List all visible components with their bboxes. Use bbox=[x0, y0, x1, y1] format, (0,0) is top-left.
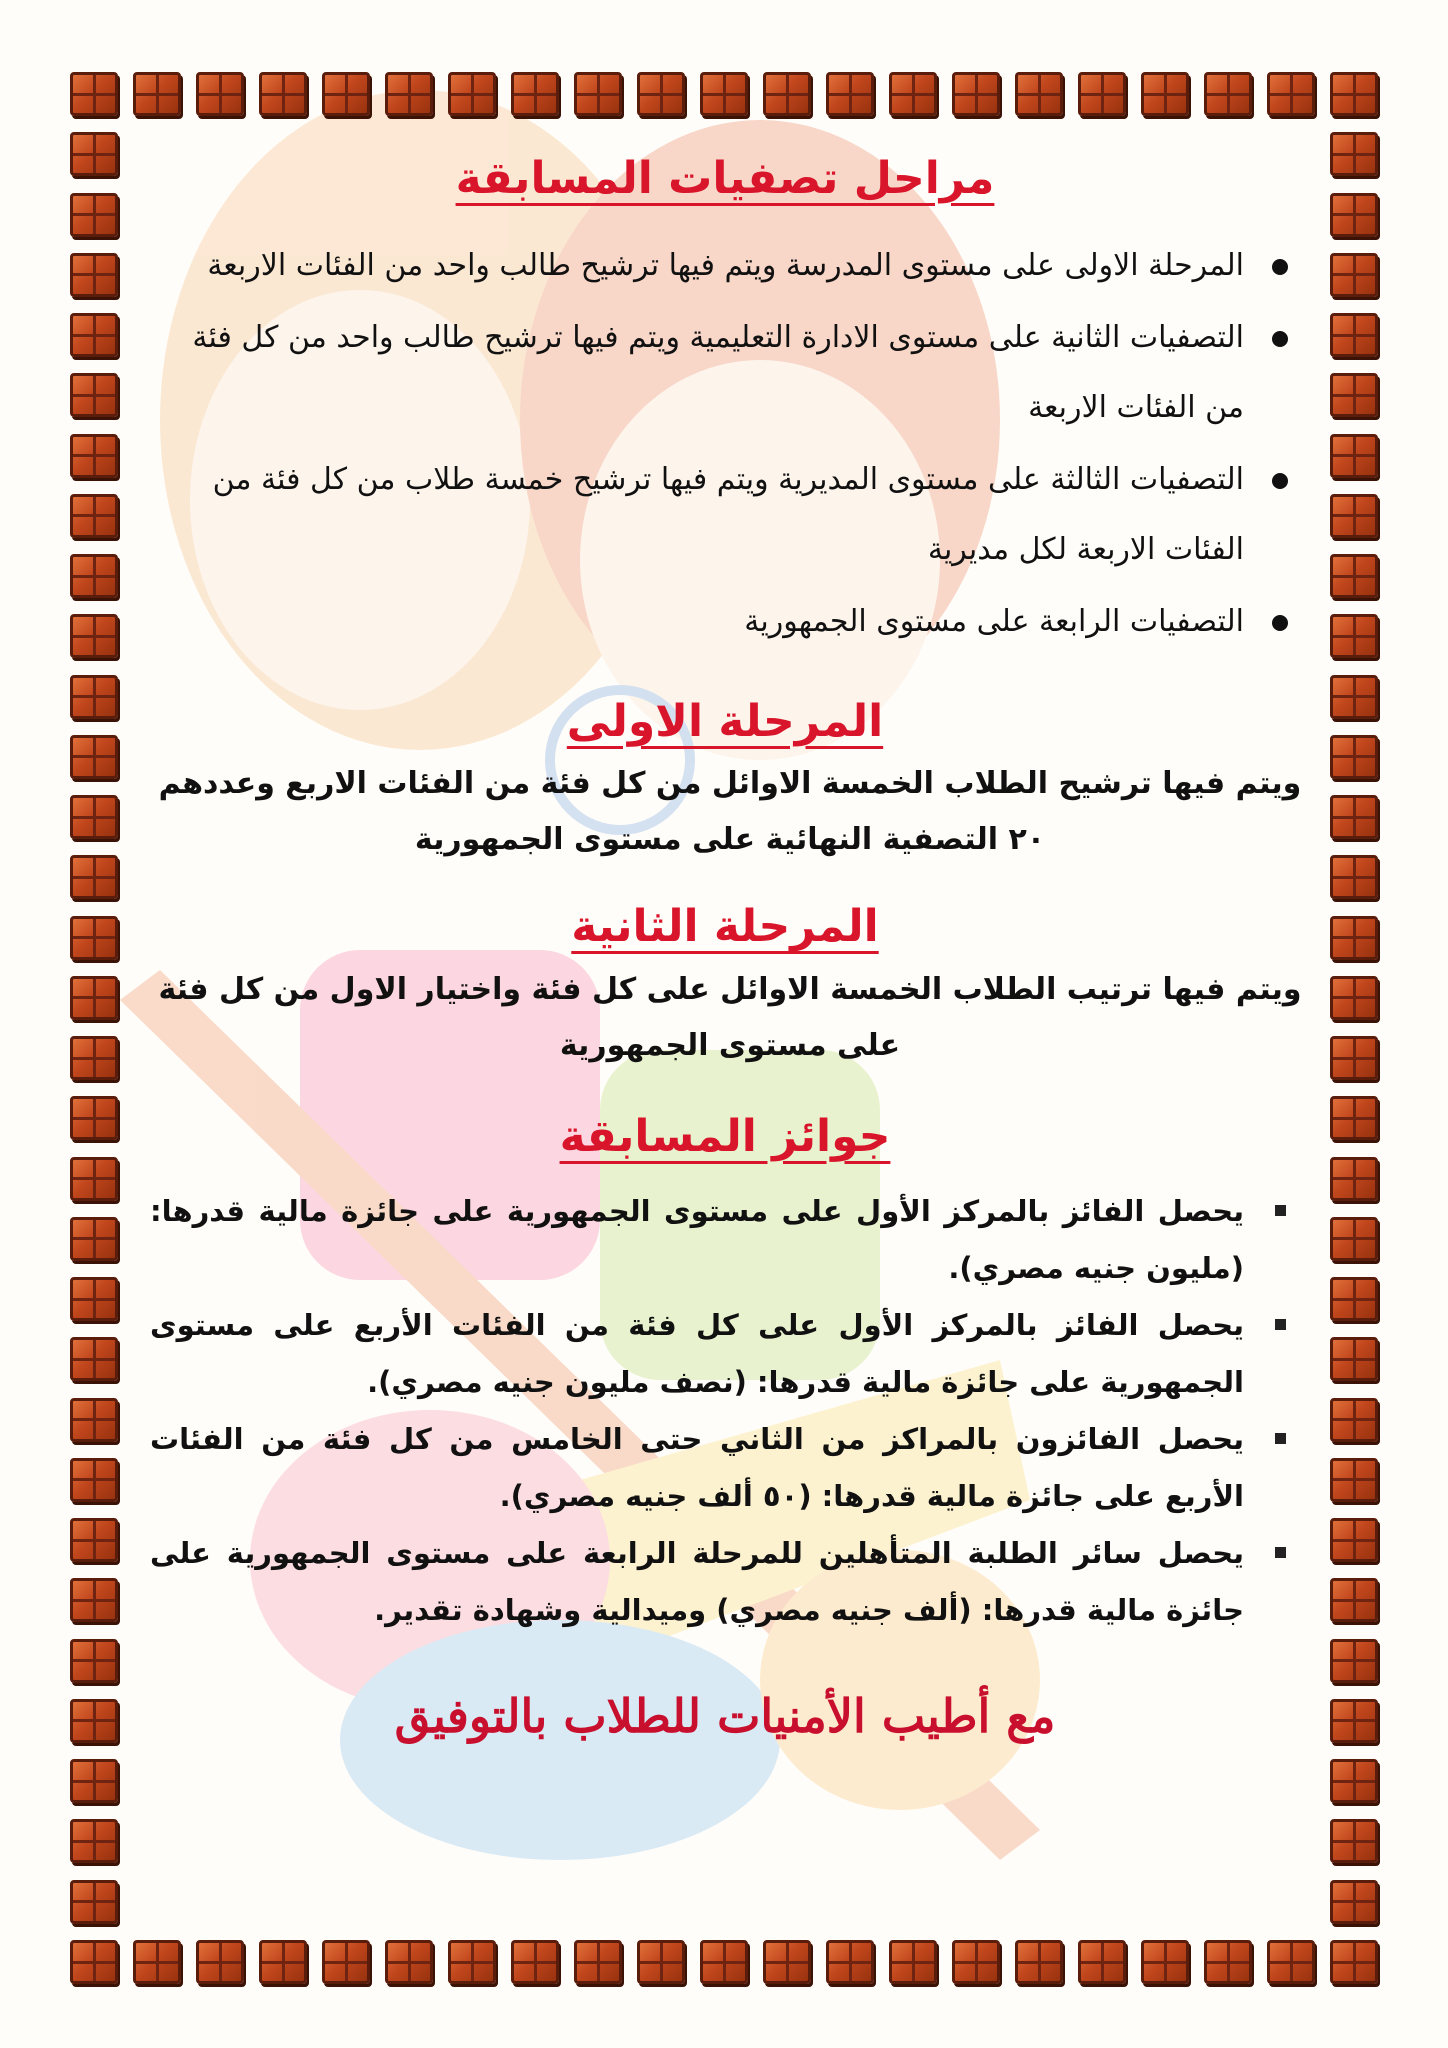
bullet-icon bbox=[1275, 1433, 1286, 1444]
brick-icon bbox=[1330, 1518, 1378, 1562]
brick-icon bbox=[70, 1518, 118, 1562]
brick-icon bbox=[70, 1217, 118, 1261]
brick-icon bbox=[70, 916, 118, 960]
brick-icon bbox=[1078, 72, 1126, 116]
brick-icon bbox=[196, 72, 244, 116]
brick-icon bbox=[1330, 675, 1378, 719]
brick-icon bbox=[70, 1096, 118, 1140]
brick-icon bbox=[1204, 72, 1252, 116]
brick-icon bbox=[1330, 1036, 1378, 1080]
bullet-icon bbox=[1275, 1319, 1286, 1330]
list-item bbox=[150, 303, 1300, 443]
list-item-text: التصفيات الثانية على مستوى الادارة التعليمية ويتم فيها ترشيح طالب واحد من كل فئة من الفئات الاربعة bbox=[192, 320, 1244, 426]
prizes-title: جوائز المسابقة bbox=[559, 1110, 891, 1162]
brick-icon bbox=[70, 1157, 118, 1201]
brick-icon bbox=[1330, 1819, 1378, 1863]
brick-icon bbox=[70, 313, 118, 357]
stage-two-title: المرحلة الثانية bbox=[571, 901, 879, 953]
brick-icon bbox=[1330, 1337, 1378, 1381]
brick-icon bbox=[385, 72, 433, 116]
brick-icon bbox=[1015, 72, 1063, 116]
brick-icon bbox=[952, 72, 1000, 116]
list-item-text: التصفيات الثالثة على مستوى المديرية ويتم فيها ترشيح خمسة طلاب من كل فئة من الفئات الاربعة لكل مديرية bbox=[212, 462, 1244, 568]
brick-icon bbox=[1330, 554, 1378, 598]
brick-icon bbox=[1330, 313, 1378, 357]
brick-icon bbox=[1330, 72, 1378, 116]
brick-icon bbox=[1330, 1578, 1378, 1622]
brick-icon bbox=[1330, 735, 1378, 779]
brick-icon bbox=[1330, 434, 1378, 478]
brick-icon bbox=[1267, 72, 1315, 116]
brick-icon bbox=[70, 675, 118, 719]
brick-icon bbox=[70, 193, 118, 237]
brick-icon bbox=[1330, 1096, 1378, 1140]
brick-icon bbox=[1330, 494, 1378, 538]
brick-icon bbox=[70, 253, 118, 297]
list-item bbox=[150, 1183, 1300, 1297]
brick-icon bbox=[1330, 1458, 1378, 1502]
brick-icon bbox=[70, 1639, 118, 1683]
brick-icon bbox=[70, 855, 118, 899]
bullet-icon bbox=[1272, 473, 1288, 489]
brick-icon bbox=[70, 373, 118, 417]
brick-icon bbox=[70, 1759, 118, 1803]
list-item bbox=[150, 1411, 1300, 1525]
stages-list bbox=[150, 231, 1300, 657]
brick-icon bbox=[1330, 1277, 1378, 1321]
brick-icon bbox=[1330, 855, 1378, 899]
brick-icon bbox=[70, 1880, 118, 1924]
brick-icon bbox=[70, 1819, 118, 1863]
stage-one-title: المرحلة الاولى bbox=[566, 696, 884, 748]
brick-icon bbox=[70, 1578, 118, 1622]
brick-icon bbox=[1330, 1759, 1378, 1803]
list-item bbox=[150, 445, 1300, 585]
brick-icon bbox=[763, 72, 811, 116]
list-item-text: التصفيات الرابعة على مستوى الجمهورية bbox=[744, 604, 1244, 640]
brick-icon bbox=[1330, 795, 1378, 839]
brick-icon bbox=[1330, 132, 1378, 176]
brick-icon bbox=[1330, 614, 1378, 658]
brick-icon bbox=[70, 614, 118, 658]
list-item bbox=[150, 1297, 1300, 1411]
brick-icon bbox=[1330, 373, 1378, 417]
brick-icon bbox=[70, 1458, 118, 1502]
bullet-icon bbox=[1275, 1547, 1286, 1558]
brick-icon bbox=[1330, 193, 1378, 237]
list-item-text: يحصل الفائز بالمركز الأول على كل فئة من الفئات الأربع على مستوى الجمهورية على جائزة مالية قدرها: (نصف مليون جنيه مصري). bbox=[150, 1307, 1244, 1399]
list-item-text: يحصل الفائز بالمركز الأول على مستوى الجمهورية على جائزة مالية قدرها: (مليون جنيه مصري). bbox=[150, 1193, 1244, 1285]
main-content bbox=[150, 150, 1300, 1950]
brick-icon bbox=[70, 1940, 118, 1984]
brick-icon bbox=[700, 72, 748, 116]
list-item bbox=[150, 231, 1300, 301]
brick-icon bbox=[1330, 1217, 1378, 1261]
bullet-icon bbox=[1272, 331, 1288, 347]
brick-icon bbox=[70, 434, 118, 478]
brick-icon bbox=[259, 72, 307, 116]
brick-icon bbox=[637, 72, 685, 116]
brick-icon bbox=[70, 1036, 118, 1080]
brick-icon bbox=[1141, 72, 1189, 116]
brick-icon bbox=[1330, 1699, 1378, 1743]
brick-icon bbox=[1330, 916, 1378, 960]
brick-icon bbox=[1330, 1157, 1378, 1201]
brick-icon bbox=[70, 1277, 118, 1321]
brick-icon bbox=[70, 72, 118, 116]
brick-icon bbox=[889, 72, 937, 116]
brick-icon bbox=[1330, 253, 1378, 297]
brick-icon bbox=[70, 1699, 118, 1743]
brick-icon bbox=[1330, 1940, 1378, 1984]
brick-icon bbox=[70, 795, 118, 839]
brick-icon bbox=[1330, 976, 1378, 1020]
brick-icon bbox=[826, 72, 874, 116]
list-item-text: المرحلة الاولى على مستوى المدرسة ويتم فيها ترشيح طالب واحد من الفئات الاربعة bbox=[207, 248, 1244, 284]
brick-icon bbox=[448, 72, 496, 116]
list-item bbox=[150, 1525, 1300, 1639]
brick-icon bbox=[1330, 1639, 1378, 1683]
brick-icon bbox=[70, 735, 118, 779]
brick-icon bbox=[70, 976, 118, 1020]
list-item-text: يحصل الفائزون بالمراكز من الثاني حتى الخامس من كل فئة من الفئات الأربع على جائزة مالية قدرها: (٥٠ ألف جنيه مصري). bbox=[150, 1421, 1244, 1513]
brick-icon bbox=[70, 554, 118, 598]
brick-icon bbox=[70, 1337, 118, 1381]
brick-icon bbox=[70, 1398, 118, 1442]
brick-icon bbox=[1330, 1880, 1378, 1924]
bullet-icon bbox=[1275, 1205, 1286, 1216]
stage-two-text: ويتم فيها ترتيب الطلاب الخمسة الاوائل على كل فئة واختيار الاول من كل فئة على مستوى الجمهورية bbox=[158, 971, 1302, 1063]
brick-icon bbox=[574, 72, 622, 116]
brick-icon bbox=[1330, 1398, 1378, 1442]
list-item-text: يحصل سائر الطلبة المتأهلين للمرحلة الرابعة على مستوى الجمهورية على جائزة مالية قدرها: (ألف جنيه مصري) وميدالية وشهادة تقدير. bbox=[150, 1535, 1244, 1627]
list-item bbox=[150, 587, 1300, 657]
brick-icon bbox=[322, 72, 370, 116]
bullet-icon bbox=[1272, 259, 1288, 275]
brick-icon bbox=[70, 132, 118, 176]
closing-message: مع أطيب الأمنيات للطلاب بالتوفيق bbox=[394, 1688, 1056, 1743]
brick-icon bbox=[511, 72, 559, 116]
bullet-icon bbox=[1272, 615, 1288, 631]
brick-icon bbox=[70, 494, 118, 538]
brick-icon bbox=[133, 72, 181, 116]
stage-one-text: ويتم فيها ترشيح الطلاب الخمسة الاوائل من كل فئة من الفئات الاربع وعددهم ٢٠ التصفية النهائية على مستوى الجمهورية bbox=[158, 766, 1302, 858]
page-title: مراحل تصفيات المسابقة bbox=[455, 153, 995, 204]
prizes-list bbox=[150, 1183, 1300, 1639]
